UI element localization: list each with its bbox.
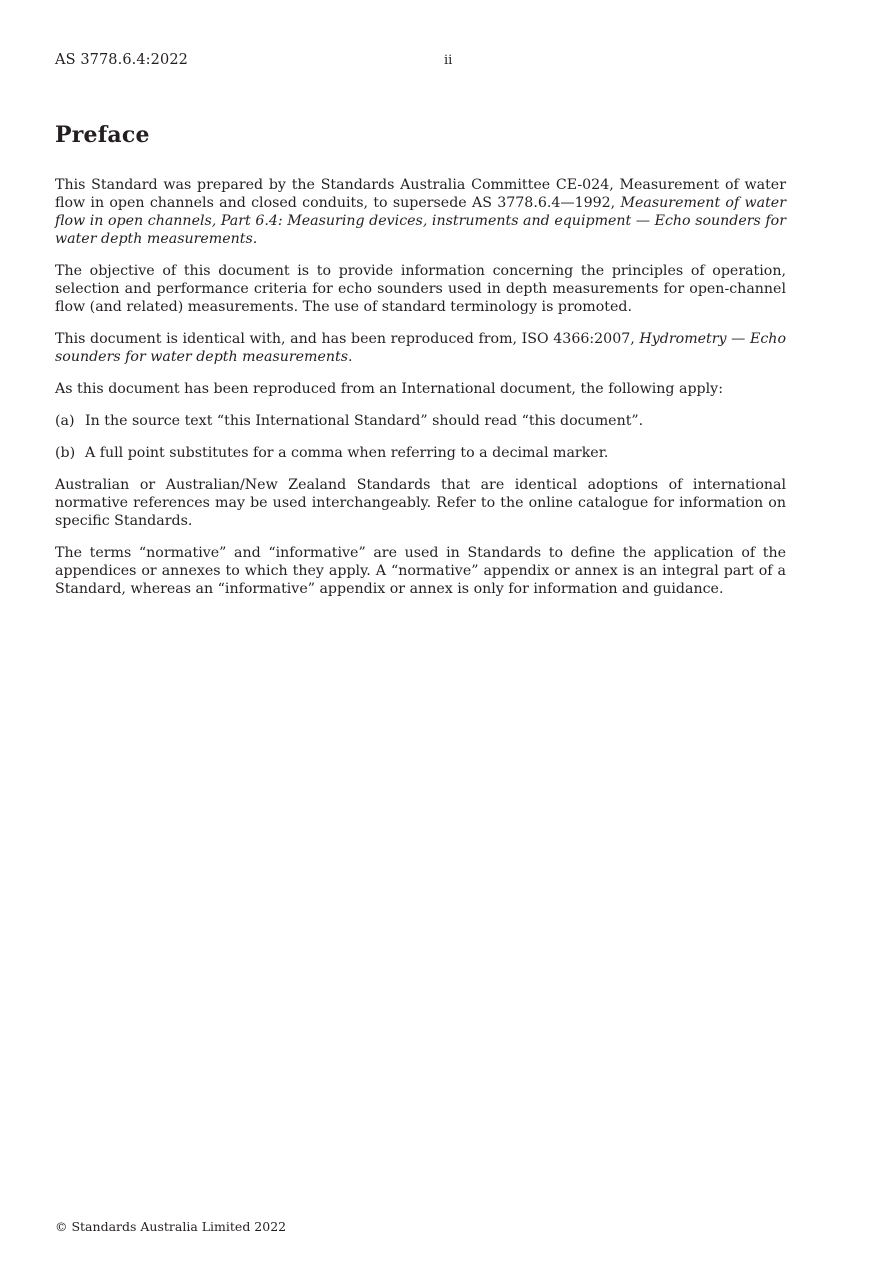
preface-body — [55, 176, 786, 612]
superseded-title: Measurement of water flow in open channels, Part 6.4: Measuring devices, instruments and equipment — Echo sounders for water depth measurements — [55, 195, 786, 247]
list-marker: (b) — [55, 445, 76, 461]
paragraph-committee — [55, 176, 786, 248]
paragraph-normative-informative: The terms “normative” and “informative” are used in Standards to define the application of the appendices or annexes to which they apply. A “normative” appendix or annex is an integral part of a Standard, whereas an “informative” appendix or annex is only for information and guidance. — [55, 545, 786, 597]
list-item — [55, 444, 786, 462]
list-item-text: In the source text “this International Standard” should read “this document”. — [85, 413, 644, 429]
list-item — [55, 412, 786, 430]
paragraph-objective: The objective of this document is to provide information concerning the principles of operation, selection and performance criteria for echo sounders used in depth measurements for open-channel flow (and related) measurements. The use of standard terminology is promoted. — [55, 263, 786, 315]
copyright-footer: © Standards Australia Limited 2022 — [55, 1219, 287, 1234]
paragraph-identical-text: This document is identical with, and has been reproduced from, ISO 4366:2007, — [55, 331, 640, 347]
paragraph-committee-end: . — [252, 231, 258, 247]
paragraph-normative-references: Australian or Australian/New Zealand Standards that are identical adoptions of international normative references may be used interchangeably. Refer to the online catalogue for information on specific Standards. — [55, 477, 786, 529]
iso-title: Hydrometry — Echo sounders for water depth measurements — [55, 331, 786, 365]
page-title: Preface — [55, 122, 150, 148]
paragraph-following-apply: As this document has been reproduced from an International document, the following apply: — [55, 381, 723, 397]
page-number: ii — [444, 53, 453, 68]
document-id: AS 3778.6.4:2022 — [55, 52, 188, 68]
list-item-text: A full point substitutes for a comma when referring to a decimal marker. — [85, 445, 609, 461]
paragraph-identical — [55, 330, 786, 366]
paragraph-committee-text: This Standard was prepared by the Standards Australia Committee CE-024, Measurement of water flow in open channels and closed conduits, to supersede AS 3778.6.4—1992, — [55, 177, 786, 211]
paragraph-identical-end: . — [348, 349, 353, 365]
list-marker: (a) — [55, 413, 75, 429]
